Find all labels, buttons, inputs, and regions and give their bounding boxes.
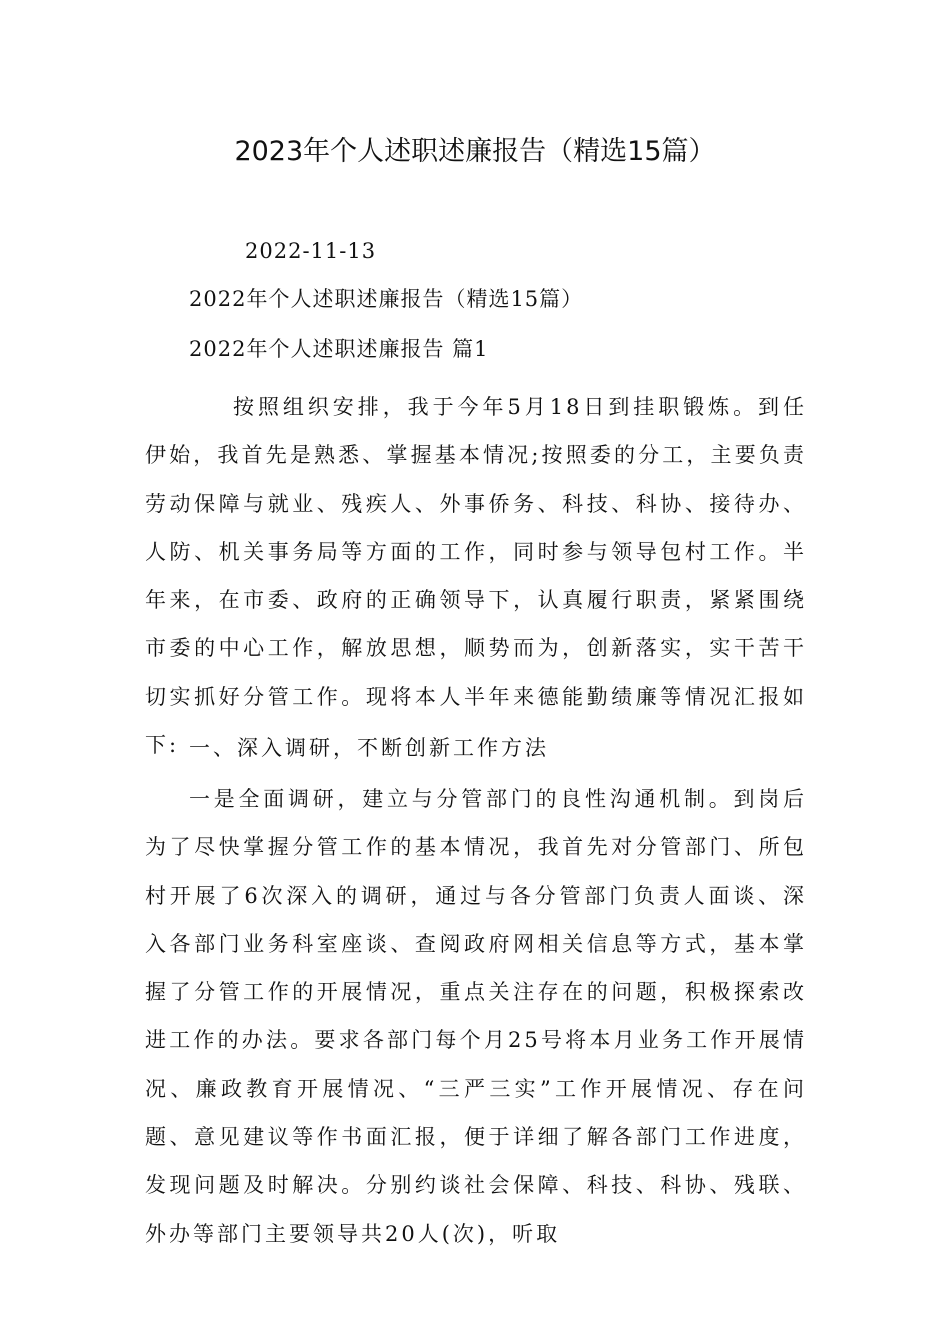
section-heading-1: 一、深入调研，不断创新工作方法 [189,736,549,760]
document-date: 2022-11-13 [245,239,377,263]
document-subtitle: 2022年个人述职述廉报告（精选15篇） [189,287,584,311]
document-title: 2023年个人述职述廉报告（精选15篇） [234,136,716,167]
chapter-heading: 2022年个人述职述廉报告 篇1 [189,337,489,361]
paragraph-2: 一是全面调研，建立与分管部门的良性沟通机制。到岗后为了尽快掌握分管工作的基本情况，我首先对分管部门、所包村开展了6次深入的调研，通过与各分管部门负责人面谈、深入各部门业务科室座谈、查阅政府网相关信息等方式，基本掌握了分管工作的开展情况，重点关注存在的问题，积极探索改进工作的办法。要求各部门每个月25号将本月业务工作开展情况、廉政教育开展情况、“三严三实”工作开展情况、存在问题、意见建议等作书面汇报，便于详细了解各部门工作进度，发现问题及时解决。分别约谈社会保障、科技、科协、残联、外办等部门主要领导共20人(次)，听取 [145,787,807,1246]
paragraph-1: 按照组织安排，我于今年5月18日到挂职锻炼。到任伊始，我首先是熟悉、掌握基本情况;按照委的分工，主要负责劳动保障与就业、残疾人、外事侨务、科技、科协、接待办、人防、机关事务局等方面的工作，同时参与领导包村工作。半年来，在市委、政府的正确领导下，认真履行职责，紧紧围绕市委的中心工作，解放思想，顺势而为，创新落实，实干苦干切实抓好分管工作。现将本人半年来德能勤绩廉等情况汇报如下: [145,395,807,758]
